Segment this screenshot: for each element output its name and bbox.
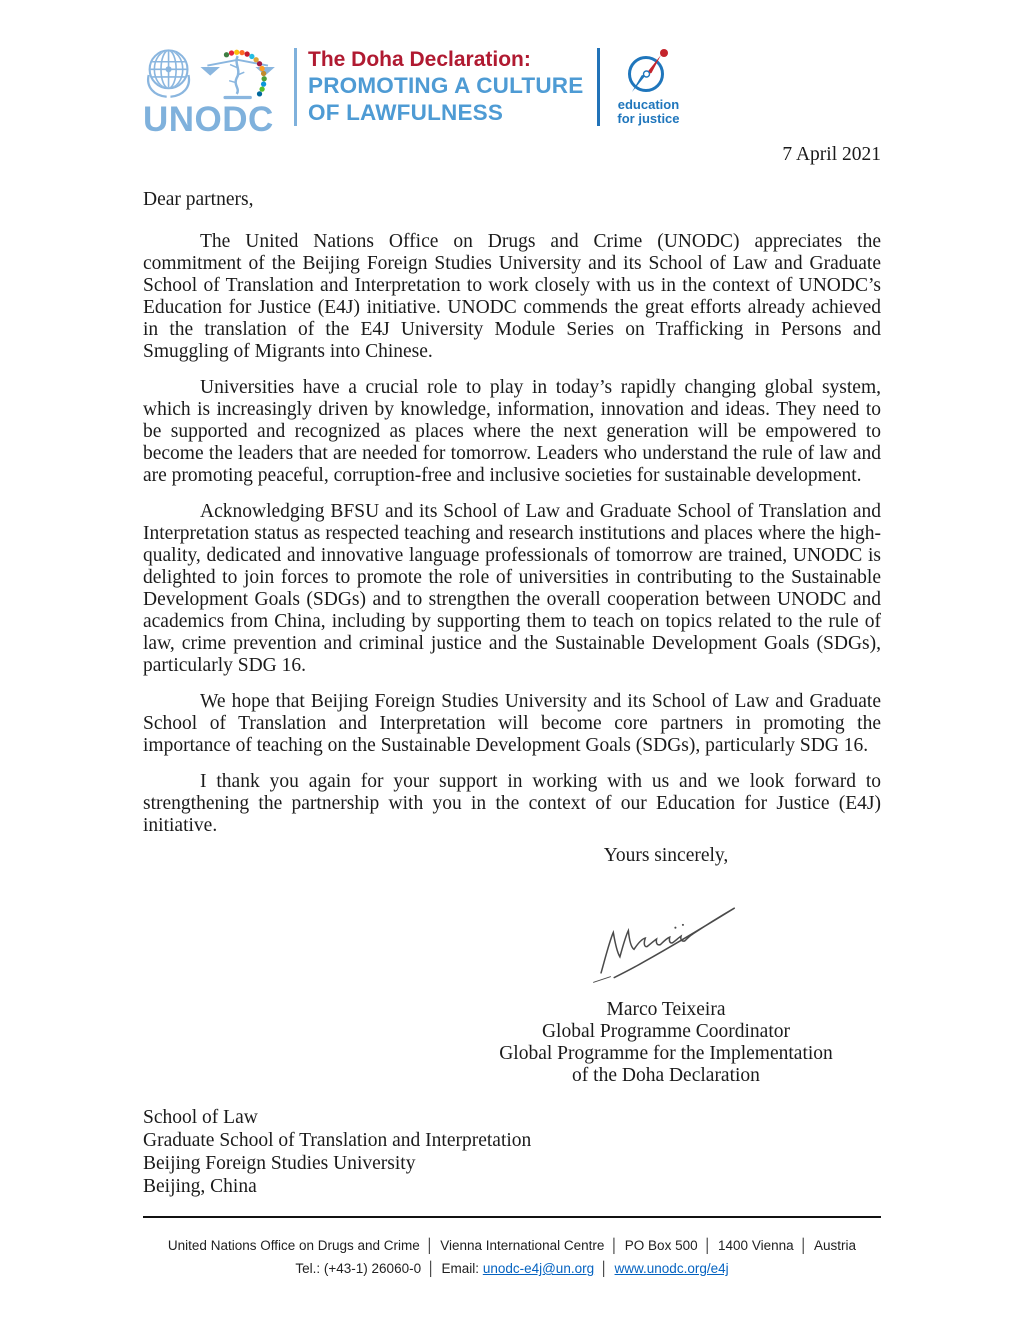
unodc-emblem-graphic <box>143 46 285 104</box>
unodc-logo <box>143 46 285 139</box>
recipient-line-2: Graduate School of Translation and Interpretation <box>143 1130 532 1151</box>
footer-email-label: Email: <box>441 1261 480 1276</box>
signer-name: Marco Teixeira <box>606 999 726 1020</box>
doha-title-line1: The Doha Declaration: <box>308 48 531 71</box>
header-divider-1 <box>294 48 297 126</box>
signature-icon <box>586 891 746 987</box>
e4j-text-line1: education <box>617 97 680 112</box>
paragraph-2: Universities have a crucial role to play in today’s rapidly changing global system, which is increasingly driven by knowledge, information, innovation and ideas. They need to be supported and recognized as places where the next generation will be empowered to become the leaders that are needed for tomorrow. Leaders who understand the rule of law and are promoting peaceful, corruption-free and inclusive societies for sustainable development. <box>143 377 881 486</box>
paragraph-4: We hope that Beijing Foreign Studies University and its School of Law and Graduate School of Translation and Interpretation will become core partners in promoting the importance of teaching on the Sustainable Development Goals (SDGs), particularly SDG 16. <box>143 691 881 756</box>
footer-separator: │ <box>610 1238 619 1253</box>
footer-separator: │ <box>427 1261 436 1276</box>
footer-separator: │ <box>425 1238 435 1253</box>
header-divider-2 <box>597 48 600 126</box>
salutation: Dear partners, <box>143 189 254 210</box>
paragraph-3: Acknowledging BFSU and its School of Law and Graduate School of Translation and Interpretation status as respected teaching and research institutions and places where the high-quality, dedicated and innovative language professionals of tomorrow are trained, UNODC is delighted to join forces to promote the role of universities in contributing to the Sustainable Development Goals (SDGs) and to strengthen the overall cooperation between UNODC and academics from China, including by supporting them to teach on topics related to the rule of law, crime prevention and criminal justice and the Sustainable Development Goals (SDGs), particularly SDG 16. <box>143 501 881 676</box>
doha-title-line2: PROMOTING A CULTURE <box>308 73 584 98</box>
header-logo-band <box>143 46 684 139</box>
e4j-text-line2: for justice <box>617 110 680 126</box>
footer-pobox: PO Box 500 <box>624 1238 698 1253</box>
footer-email-link[interactable]: unodc-e4j@un.org <box>482 1261 595 1276</box>
footer-centre: Vienna International Centre <box>440 1238 605 1253</box>
signer-title: Global Programme Coordinator <box>541 1021 791 1042</box>
letter-date: 7 April 2021 <box>782 144 881 165</box>
footer-rule <box>143 1216 881 1218</box>
e4j-logo-text <box>612 98 684 125</box>
footer-country: Austria <box>814 1238 857 1253</box>
doha-declaration-title <box>308 46 583 126</box>
un-emblem-icon <box>148 50 189 96</box>
recipient-address-block <box>143 1106 531 1198</box>
footer-line-2 <box>0 1257 1024 1280</box>
page-footer <box>0 1234 1024 1280</box>
footer-city: 1400 Vienna <box>718 1238 794 1253</box>
footer-org: United Nations Office on Drugs and Crime <box>167 1238 420 1253</box>
paragraph-1: The United Nations Office on Drugs and Crime (UNODC) appreciates the commitment of the Beijing Foreign Studies University and its School of Law and Graduate School of Translation and Interpretation to work closely with us in the context of UNODC’s Education for Justice (E4J) initiative. UNODC commends the great efforts already achieved in the translation of the E4J University Module Series on Trafficking in Persons and Smuggling of Migrants into Chinese. <box>143 231 881 362</box>
doha-title-line3: OF LAWFULNESS <box>308 100 504 125</box>
footer-separator: │ <box>799 1238 809 1253</box>
sdg-arc-icon <box>224 50 267 97</box>
e4j-logo <box>612 46 684 125</box>
signer-org-line1: Global Programme for the Implementation <box>499 1043 833 1064</box>
recipient-line-1: School of Law <box>143 1107 258 1128</box>
footer-tel: Tel.: (+43-1) 26060-0 <box>295 1261 422 1276</box>
signer-org-line2: of the Doha Declaration <box>572 1065 760 1086</box>
closing-phrase: Yours sincerely, <box>603 845 729 866</box>
footer-separator: │ <box>600 1261 609 1276</box>
recipient-line-4: Beijing, China <box>143 1176 257 1197</box>
footer-line-1 <box>0 1234 1024 1257</box>
footer-separator: │ <box>703 1238 713 1253</box>
e4j-compass-icon <box>624 46 672 96</box>
closing-block <box>308 845 1024 1087</box>
recipient-line-3: Beijing Foreign Studies University <box>143 1153 416 1174</box>
unodc-wordmark: UNODC <box>143 100 274 139</box>
letter-body <box>143 231 881 851</box>
footer-website-link[interactable]: www.unodc.org/e4j <box>614 1261 729 1276</box>
paragraph-5: I thank you again for your support in working with us and we look forward to strengthening the partnership with you in the context of our Education for Justice (E4J) initiative. <box>143 771 881 836</box>
